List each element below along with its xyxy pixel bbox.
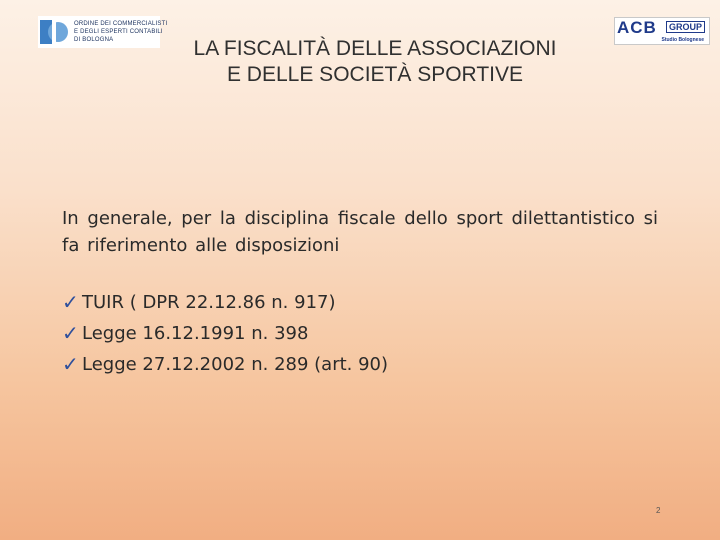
order-logo-line1: ORDINE DEI COMMERCIALISTI [74, 21, 168, 27]
page-number: 2 [656, 506, 661, 515]
legislation-list [62, 287, 388, 380]
list-item-text: Legge 16.12.1991 n. 398 [82, 323, 309, 344]
list-item-text: Legge 27.12.2002 n. 289 (art. 90) [82, 354, 389, 375]
order-logo-line3: DI BOLOGNA [74, 37, 114, 43]
list-item [62, 287, 388, 318]
acb-subtitle: Studio Bolognese [661, 37, 704, 43]
list-item-text: TUIR ( DPR 22.12.86 n. 917) [82, 292, 336, 313]
order-logo-icon [38, 16, 70, 48]
check-icon: ✓ [62, 290, 79, 314]
order-logo-line2: E DEGLI ESPERTI CONTABILI [74, 29, 163, 35]
page-title [150, 36, 600, 88]
order-logo [38, 16, 168, 48]
acb-brand: ACB [617, 18, 657, 37]
page-title-line1: LA FISCALITÀ DELLE ASSOCIAZIONI [193, 37, 557, 60]
check-icon: ✓ [62, 321, 79, 345]
list-item [62, 318, 388, 349]
acb-group-logo [614, 17, 710, 45]
page-title-line2: E DELLE SOCIETÀ SPORTIVE [226, 63, 524, 86]
intro-paragraph: In generale, per la disciplina fiscale dello sport dilettantistico si fa riferimento alle disposizioni [62, 208, 658, 256]
acb-group-tag: GROUP [666, 21, 705, 33]
list-item [62, 349, 388, 380]
check-icon: ✓ [62, 352, 79, 376]
